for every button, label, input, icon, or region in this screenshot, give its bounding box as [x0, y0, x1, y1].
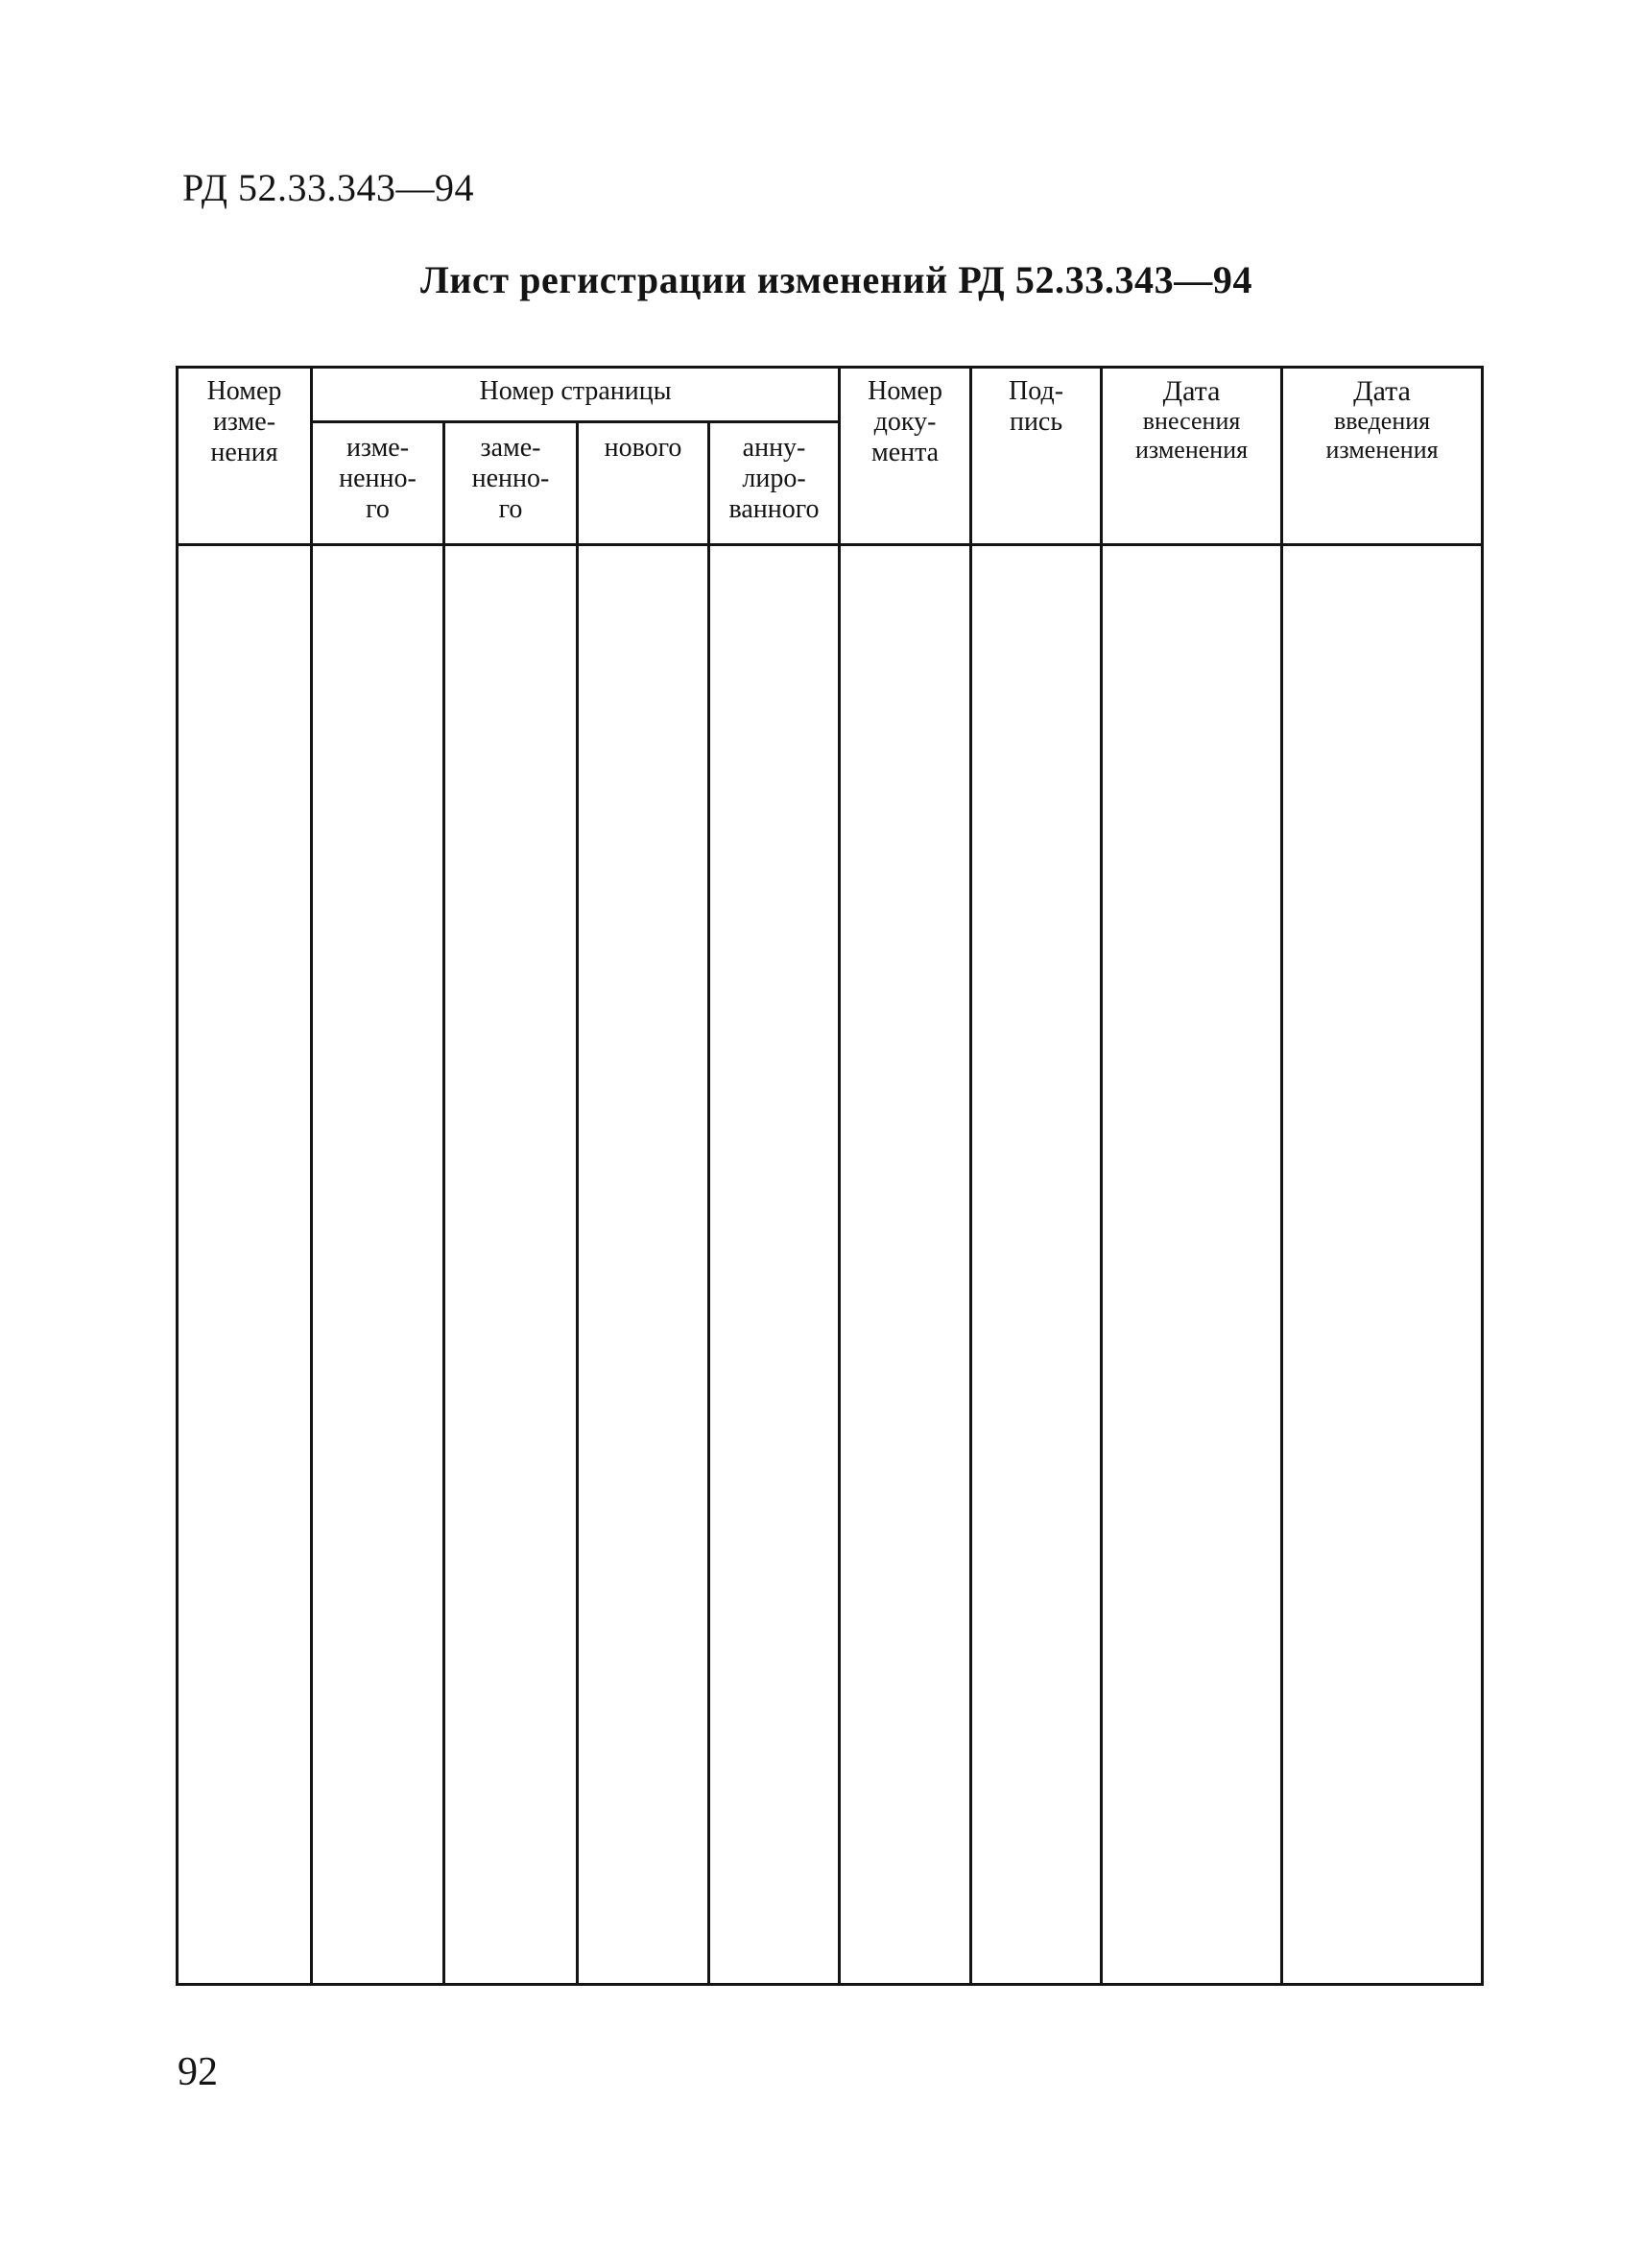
header-page-annulled-line-2: лиро-	[742, 464, 806, 493]
cell-change-number[interactable]	[178, 545, 312, 1985]
cell-date-introduction[interactable]	[1282, 545, 1483, 1985]
header-date-introduction-line-2: введения	[1333, 407, 1431, 435]
header-change-number-line-1: Номер	[206, 376, 282, 406]
cell-document-number[interactable]	[840, 545, 971, 1985]
header-document-number-line-3: мента	[870, 438, 940, 467]
cell-page-annulled[interactable]	[709, 545, 840, 1985]
header-date-entry-line-2: внесения	[1142, 407, 1241, 435]
header-page-new	[578, 422, 709, 545]
header-document-number-line-1: Номер	[868, 376, 942, 406]
header-date-entry	[1102, 368, 1282, 545]
header-signature	[971, 368, 1102, 545]
header-change-number-line-2: изме-	[212, 407, 276, 437]
cell-page-changed[interactable]	[312, 545, 444, 1985]
header-page-changed-line-1: изме-	[345, 433, 410, 463]
header-page-changed-line-2: ненно-	[339, 464, 417, 493]
header-page-replaced	[444, 422, 578, 545]
header-page-changed-line-3: го	[366, 494, 390, 524]
header-page-number-group: Номер страницы	[312, 368, 840, 422]
header-page-annulled-line-1: анну-	[742, 433, 806, 463]
header-document-number-line-2: доку-	[873, 407, 937, 437]
header-date-entry-line-1: Дата	[1162, 375, 1221, 407]
header-page-changed	[312, 422, 444, 545]
header-change-number	[178, 368, 312, 545]
change-registration-table	[176, 366, 1484, 1986]
page-number: 92	[178, 2050, 218, 2094]
header-date-entry-line-3: изменения	[1135, 436, 1249, 464]
header-signature-line-2: пись	[1009, 407, 1063, 437]
header-document-number	[840, 368, 971, 545]
header-date-introduction-line-1: Дата	[1353, 375, 1411, 407]
cell-page-new[interactable]	[578, 545, 709, 1985]
document-code: РД 52.33.343—94	[182, 166, 475, 209]
header-page-replaced-line-1: заме-	[480, 433, 541, 463]
header-date-introduction	[1282, 368, 1483, 545]
header-signature-line-1: Под-	[1009, 376, 1064, 406]
table-row	[178, 545, 1483, 1985]
page-title: Лист регистрации изменений РД 52.33.343—94	[419, 258, 1253, 301]
cell-signature[interactable]	[971, 545, 1102, 1985]
header-page-replaced-line-3: го	[498, 494, 523, 524]
header-page-new-line-1: нового	[604, 433, 682, 463]
header-page-replaced-line-2: ненно-	[471, 464, 550, 493]
cell-date-entry[interactable]	[1102, 545, 1282, 1985]
header-page-annulled	[709, 422, 840, 545]
header-change-number-line-3: нения	[210, 438, 278, 467]
header-page-annulled-line-3: ванного	[728, 494, 820, 524]
cell-page-replaced[interactable]	[444, 545, 578, 1985]
header-date-introduction-line-3: изменения	[1325, 436, 1439, 464]
